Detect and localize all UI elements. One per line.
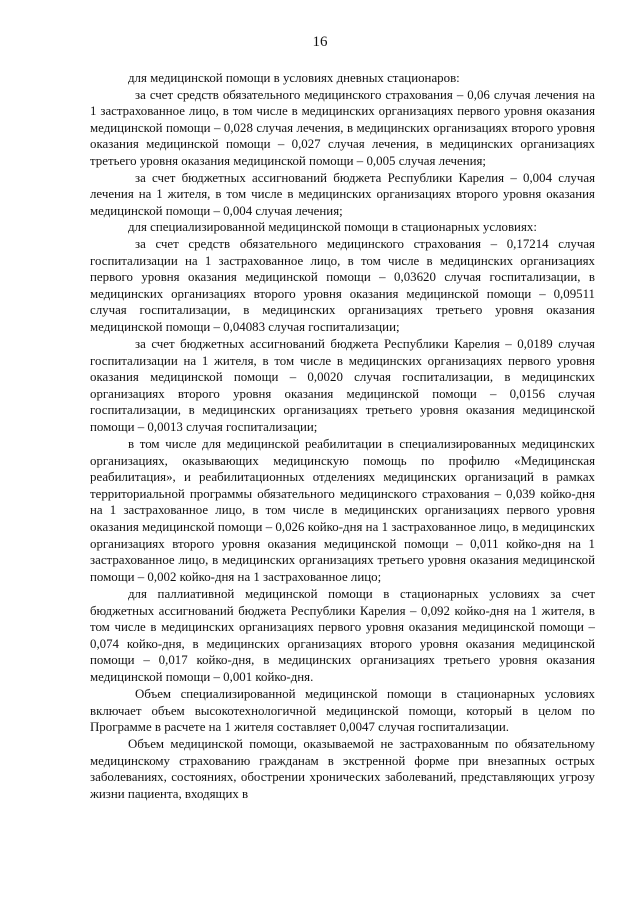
paragraph-high-tech-volume: Объем специализированной медицинской помощи в стационарных условиях включает объем высокотехнологичной медицинской помощи, который в целом по Программе в расчете на 1 жителя составляет 0,0047 случая госпитализации. <box>90 686 595 735</box>
paragraph-specialized-oms: за счет средств обязательного медицинского страхования – 0,17214 случая госпитализации на 1 застрахованное лицо, в том числе в медицинских организациях первого уровня оказания медицинской помощи – 0,03620 случая госпитализации, в медицинских организациях второго уровня оказания медицинской помощи – 0,09511 случая госпитализации, в медицинских организациях третьего уровня оказания медицинской помощи – 0,04083 случая госпитализации; <box>90 236 595 334</box>
paragraph-specialized-budget: за счет бюджетных ассигнований бюджета Республики Карелия – 0,0189 случая госпитализации на 1 жителя, в том числе в медицинских организациях первого уровня оказания медицинской помощи – 0,0020 случая госпитализации, в медицинских организациях второго уровня оказания медицинской помощи – 0,0156 случая госпитализации, в медицинских организациях третьего уровня оказания медицинской помощи – 0,0013 случая госпитализации; <box>90 337 595 434</box>
paragraph-uninsured-volume: Объем медицинской помощи, оказываемой не застрахованным по обязательному медицинскому страхованию гражданам в экстренной форме при внезапных острых заболеваниях, состояниях, обострении хронических заболеваний, представляющих угрозу жизни пациента, входящих в <box>90 737 595 802</box>
paragraph-specialized-heading: для специализированной медицинской помощи в стационарных условиях: <box>128 220 537 235</box>
page-number: 16 <box>312 34 328 50</box>
document-body <box>90 70 595 803</box>
paragraph-rehabilitation: в том числе для медицинской реабилитации в специализированных медицинских организациях, оказывающих медицинскую помощь по профилю «Медицинская реабилитация», и реабилитационных отделениях медицинских организаций в рамках территориальной программы обязательного медицинского страхования – 0,039 койко-дня на 1 застрахованное лицо, в том числе в медицинских организациях первого уровня оказания медицинской помощи – 0,026 койко-дня на 1 застрахованное лицо, в медицинских организациях второго уровня оказания медицинской помощи – 0,011 койко-дня на 1 застрахованное лицо, в медицинских организациях третьего уровня оказания медицинской помощи – 0,002 койко-дня на 1 застрахованное лицо; <box>90 437 595 584</box>
paragraph-palliative: для паллиативной медицинской помощи в стационарных условиях за счет бюджетных ассигнований бюджета Республики Карелия – 0,092 койко-дня на 1 жителя, в том числе в медицинских организациях первого уровня оказания медицинской помощи – 0,074 койко-дня, в медицинских организациях второго уровня оказания медицинской помощи – 0,017 койко-дня, в медицинских организациях третьего уровня оказания медицинской помощи – 0,001 койко-дня. <box>90 586 595 684</box>
paragraph-day-hospitals-budget: за счет бюджетных ассигнований бюджета Республики Карелия – 0,004 случая лечения на 1 жителя, в том числе в медицинских организациях второго уровня оказания медицинской помощи – 0,004 случая лечения; <box>90 170 595 218</box>
paragraph-day-hospitals-heading: для медицинской помощи в условиях дневных стационаров: <box>128 71 460 85</box>
paragraph-day-hospitals-oms: за счет средств обязательного медицинского страхования – 0,06 случая лечения на 1 застрахованное лицо, в том числе в медицинских организациях первого уровня оказания медицинской помощи – 0,028 случая лечения, в медицинских организациях второго уровня оказания медицинской помощи – 0,027 случая лечения, в медицинских организациях третьего уровня оказания медицинской помощи – 0,005 случая лечения; <box>90 87 595 168</box>
